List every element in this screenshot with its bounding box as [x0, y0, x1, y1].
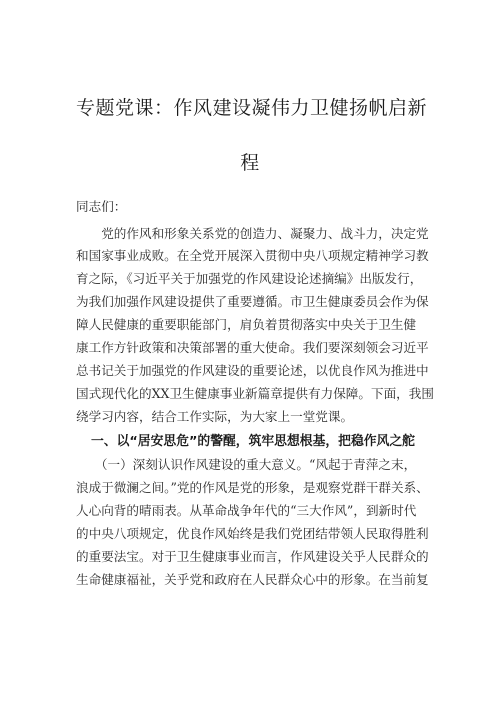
paragraph-1-line: 育之际，《习近平关于加强党的作风建设论述摘编》出版发行， [76, 271, 423, 286]
paragraph-1-line: 康工作方针政策和决策部署的重大使命。我们要深刻领会习近平 [76, 340, 429, 355]
paragraph-1-line: 为我们加强作风建设提供了重要遵循。市卫生健康委员会作为保 [76, 294, 429, 309]
paragraph-2-line: 浪成于微澜之间。”党的作风是党的形象，是观察党群干群关系、 [76, 480, 429, 495]
document-title-line-1: 专题党课：作风建设凝伟力卫健扬帆启新 [76, 97, 428, 119]
paragraph-1-line: 绕学习内容，结合工作实际，为大家上一堂党课。 [76, 409, 354, 424]
paragraph-2-line: （一）深刻认识作风建设的重大意义。“风起于青萍之末， [76, 457, 417, 472]
paragraph-1-line: 总书记关于加强党的作风建设的重要论述，以优良作风为推进中 [76, 363, 429, 378]
document-title-line-2: 程 [240, 152, 260, 174]
paragraph-2-line: 人心向背的晴雨表。从革命战争年代的“三大作风”，到新时代 [76, 503, 417, 518]
salutation: 同志们： [76, 199, 127, 214]
paragraph-2-line: 的重要法宝。对于卫生健康事业而言，作风建设关乎人民群众的 [76, 549, 429, 564]
paragraph-1-line: 党的作风和形象关系党的创造力、凝聚力、战斗力，决定党 [76, 226, 429, 241]
paragraph-2-line: 生命健康福祉，关乎党和政府在人民群众心中的形象。在当前复 [76, 572, 429, 587]
section-heading-1: 一、以“居安思危”的警醒，筑牢思想根基，把稳作风之舵 [91, 434, 415, 449]
paragraph-2-line: 的中央八项规定，优良作风始终是我们党团结带领人民取得胜利 [76, 526, 429, 541]
paragraph-1-line: 障人民健康的重要职能部门，肩负着贯彻落实中央关于卫生健 [76, 317, 417, 332]
paragraph-1-line: 和国家事业成败。在全党开展深入贯彻中央八项规定精神学习教 [76, 248, 429, 263]
paragraph-1-line: 国式现代化的XX卫生健康事业新篇章提供有力保障。下面，我围 [76, 386, 434, 401]
